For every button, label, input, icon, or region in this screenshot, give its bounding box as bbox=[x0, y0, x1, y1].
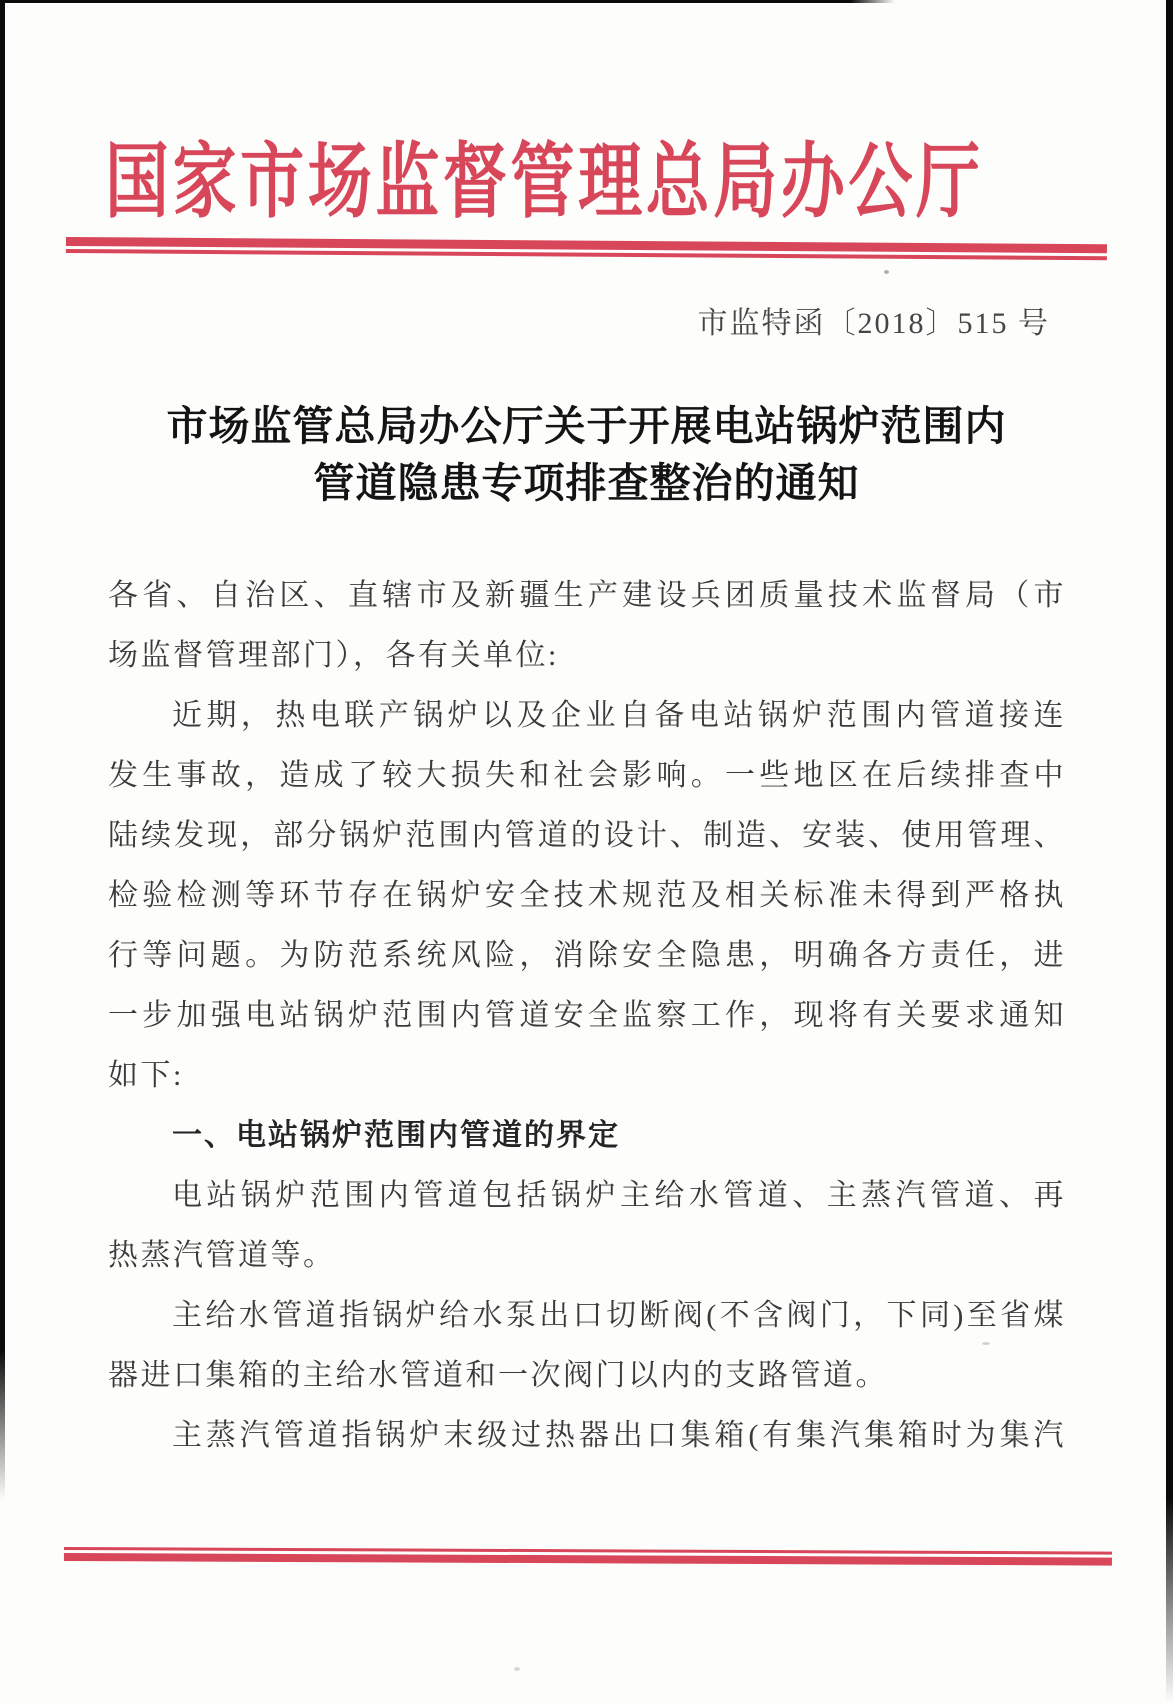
scan-speck bbox=[982, 1342, 990, 1345]
agency-masthead: 国家市场监督管理总局办公厅 bbox=[105, 136, 980, 228]
body-line: 场监督管理部门），各有关单位: bbox=[108, 639, 559, 672]
scan-edge-right bbox=[1166, 0, 1173, 1703]
document-title-line1: 市场监管总局办公厅关于开展电站锅炉范围内 bbox=[166, 403, 1007, 449]
document-title-line2: 管道隐患专项排查整治的通知 bbox=[313, 460, 860, 506]
body-line: 陆续发现，部分锅炉范围内管道的设计、制造、安装、使用管理、 bbox=[108, 819, 1066, 852]
body-line: 热蒸汽管道等。 bbox=[108, 1239, 336, 1272]
document-body bbox=[108, 566, 1066, 1466]
masthead-rule bbox=[66, 237, 1107, 260]
scan-speck bbox=[514, 1667, 520, 1671]
body-line: 主给水管道指锅炉给水泵出口切断阀(不含阀门，下同)至省煤 bbox=[172, 1299, 1066, 1332]
body-line: 发生事故，造成了较大损失和社会影响。一些地区在后续排查中 bbox=[108, 759, 1066, 792]
body-line: 器进口集箱的主给水管道和一次阀门以内的支路管道。 bbox=[108, 1359, 888, 1392]
body-line: 如下: bbox=[108, 1059, 184, 1092]
body-line: 主蒸汽管道指锅炉末级过热器出口集箱(有集汽集箱时为集汽 bbox=[172, 1419, 1066, 1452]
scan-edge-top bbox=[0, 0, 895, 3]
document-number: 市监特函〔2018〕515 号 bbox=[697, 307, 1050, 340]
body-line: 电站锅炉范围内管道包括锅炉主给水管道、主蒸汽管道、再 bbox=[172, 1179, 1066, 1212]
document-title bbox=[0, 398, 1173, 512]
body-line: 检验检测等环节存在锅炉安全技术规范及相关标准未得到严格执 bbox=[108, 879, 1066, 912]
body-line: 行等问题。为防范系统风险，消除安全隐患，明确各方责任，进 bbox=[108, 939, 1066, 972]
section-heading: 一、电站锅炉范围内管道的界定 bbox=[172, 1119, 620, 1152]
scan-speck bbox=[884, 270, 889, 274]
body-line: 各省、自治区、直辖市及新疆生产建设兵团质量技术监督局（市 bbox=[108, 579, 1066, 612]
body-line: 一步加强电站锅炉范围内管道安全监察工作，现将有关要求通知 bbox=[108, 999, 1066, 1032]
footer-rule bbox=[64, 1547, 1112, 1566]
body-line: 近期，热电联产锅炉以及企业自备电站锅炉范围内管道接连 bbox=[172, 699, 1066, 732]
scan-edge-left bbox=[0, 0, 5, 1500]
